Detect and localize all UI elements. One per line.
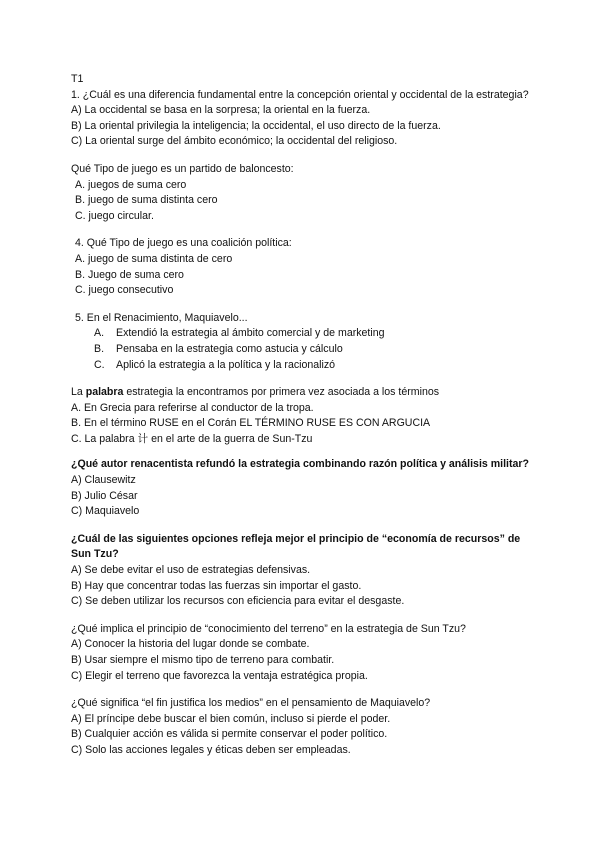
question-2-option-b: B. juego de suma distinta cero	[75, 194, 218, 207]
question-4-text: 4. Qué Tipo de juego es una coalición política:	[75, 237, 292, 250]
question-9-option-c: C) Elegir el terreno que favorezca la ventaja estratégica propia.	[71, 669, 368, 682]
question-4	[71, 236, 541, 298]
question-6-text	[71, 385, 541, 401]
question-1-text: 1. ¿Cuál es una diferencia fundamental entre la concepción oriental y occidental de la estrategia?	[71, 88, 529, 101]
question-7-option-b: B) Julio César	[71, 489, 138, 502]
question-2-text: Qué Tipo de juego es un partido de baloncesto:	[71, 162, 294, 175]
document-title: T1	[71, 73, 84, 85]
question-6-option-b: B. En el término RUSE en el Corán EL TÉRMINO RUSE ES CON ARGUCIA	[71, 417, 431, 430]
question-1	[71, 88, 541, 150]
question-5-text: 5. En el Renacimiento, Maquiavelo...	[75, 311, 248, 324]
question-10-option-a: A) El príncipe debe buscar el bien común, incluso si pierde el poder.	[71, 712, 391, 725]
question-8-text: ¿Cuál de las siguientes opciones refleja mejor el principio de “economía de recursos” de Sun Tzu?	[71, 532, 521, 561]
question-2-option-c: C. juego circular.	[75, 209, 154, 222]
question-8	[71, 532, 541, 610]
question-2-option-a: A. juegos de suma cero	[75, 178, 187, 191]
question-6	[71, 385, 541, 447]
question-6-option-c: C. La palabra 计 en el arte de la guerra de Sun-Tzu	[71, 432, 313, 445]
question-8-option-a: A) Se debe evitar el uso de estrategias defensivas.	[71, 564, 311, 577]
question-1-option-b: B) La oriental privilegia la inteligencia; la occidental, el uso directo de la fuerza.	[71, 119, 441, 132]
question-7-text: ¿Qué autor renacentista refundó la estrategia combinando razón política y análisis militar?	[71, 458, 529, 471]
question-9-option-b: B) Usar siempre el mismo tipo de terreno para combatir.	[71, 654, 335, 666]
question-10	[71, 696, 541, 758]
question-2	[71, 162, 541, 224]
option-letter: B.	[94, 342, 105, 355]
question-6-suffix: estrategia la encontramos por primera vez asociada a los términos	[123, 386, 440, 399]
question-6-option-a: A. En Grecia para referirse al conductor de la tropa.	[71, 401, 314, 414]
question-9-option-a: A) Conocer la historia del lugar donde se combate.	[71, 638, 310, 651]
question-10-option-b: B) Cualquier acción es válida si permite conservar el poder político.	[71, 728, 388, 741]
option-letter: A.	[94, 327, 105, 340]
question-10-option-c: C) Solo las acciones legales y éticas deben ser empleadas.	[71, 743, 351, 756]
option-letter: C.	[94, 358, 105, 371]
document-page	[71, 72, 541, 759]
question-5	[71, 311, 541, 373]
question-1-option-c: C) La oriental surge del ámbito económico; la occidental del religioso.	[71, 135, 398, 148]
question-6-bold-word: palabra	[85, 386, 124, 399]
option-text: Extendió la estrategia al ámbito comercial y de marketing	[116, 327, 385, 340]
question-5-option-a	[71, 326, 541, 342]
question-4-option-c: C. juego consecutivo	[75, 284, 174, 297]
question-9	[71, 622, 541, 684]
question-5-option-c	[71, 358, 541, 374]
question-5-option-b	[71, 342, 541, 358]
question-7-option-c: C) Maquiavelo	[71, 505, 140, 518]
option-text: Aplicó la estrategia a la política y la racionalizó	[116, 358, 336, 371]
question-4-option-a: A. juego de suma distinta de cero	[75, 252, 233, 265]
question-6-prefix: La	[71, 386, 86, 399]
question-7-option-a: A) Clausewitz	[71, 474, 136, 487]
question-8-option-b: B) Hay que concentrar todas las fuerzas sin importar el gasto.	[71, 579, 362, 592]
question-9-text: ¿Qué implica el principio de “conocimiento del terreno” en la estrategia de Sun Tzu?	[71, 622, 466, 635]
option-text: Pensaba en la estrategia como astucia y cálculo	[116, 342, 343, 355]
question-1-option-a: A) La occidental se basa en la sorpresa; la oriental en la fuerza.	[71, 104, 371, 117]
question-7	[71, 457, 541, 519]
question-10-text: ¿Qué significa “el fin justifica los medios” en el pensamiento de Maquiavelo?	[71, 697, 431, 710]
question-8-option-c: C) Se deben utilizar los recursos con eficiencia para evitar el desgaste.	[71, 595, 405, 608]
question-4-option-b: B. Juego de suma cero	[75, 268, 184, 281]
